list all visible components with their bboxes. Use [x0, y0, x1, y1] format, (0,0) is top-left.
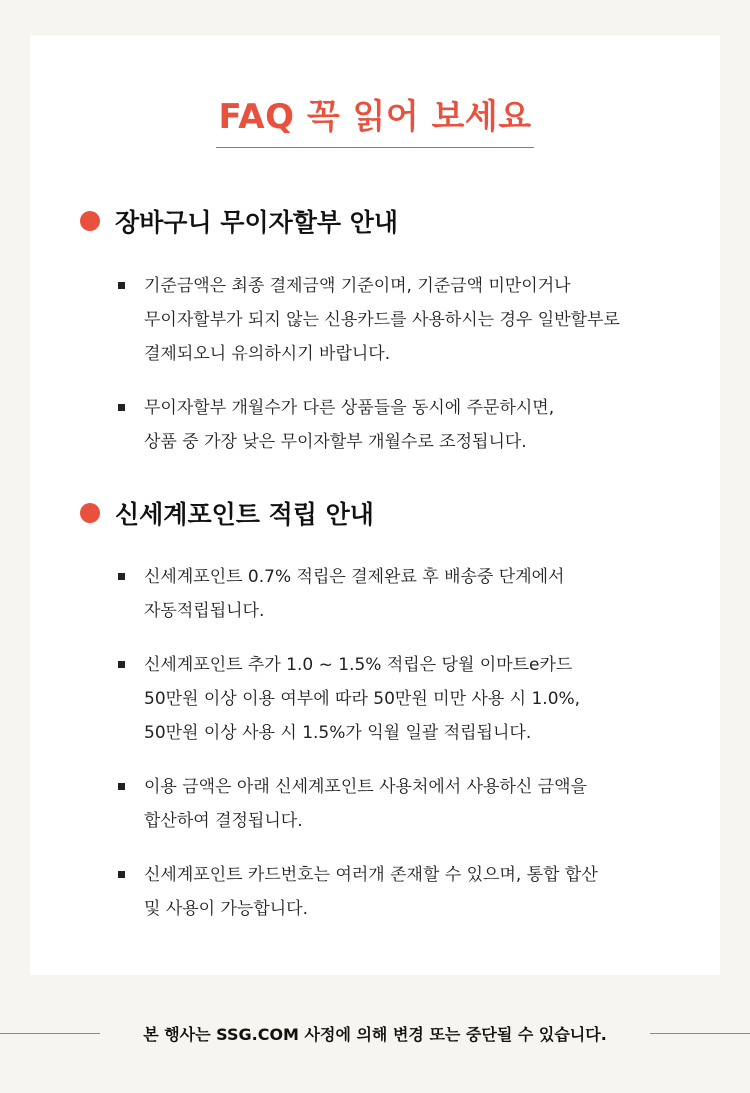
item-line: 결제되오니 유의하시기 바랍니다. [144, 344, 391, 364]
item-line: 신세계포인트 0.7% 적립은 결제완료 후 배송중 단계에서 [144, 567, 565, 587]
item-line: 50만원 이상 사용 시 1.5%가 익월 일괄 적립됩니다. [144, 723, 532, 743]
item-line: 합산하여 결정됩니다. [144, 811, 303, 831]
item-line: 기준금액은 최종 결제금액 기준이며, 기준금액 미만이거나 [144, 276, 571, 296]
item-line: 및 사용이 가능합니다. [144, 899, 309, 919]
item-line: 무이자할부가 되지 않는 신용카드를 사용하시는 경우 일반할부로 [144, 310, 620, 330]
list-item [80, 269, 720, 371]
item-line: 이용 금액은 아래 신세계포인트 사용처에서 사용하신 금액을 [144, 777, 587, 797]
section-installment [80, 203, 720, 459]
section-points [80, 495, 720, 926]
page-title: FAQ 꼭 읽어 보세요 [216, 95, 533, 148]
square-bullet-icon [118, 404, 125, 411]
divider [0, 1033, 100, 1034]
footer-text: 본 행사는 SSG.COM 사정에 의해 변경 또는 중단될 수 있습니다. [143, 1024, 607, 1044]
list-item [80, 560, 720, 628]
section-title: 장바구니 무이자할부 안내 [115, 208, 399, 237]
square-bullet-icon [118, 783, 125, 790]
list-item [80, 391, 720, 459]
item-line: 신세계포인트 카드번호는 여러개 존재할 수 있으며, 통합 합산 [144, 865, 598, 885]
section-header [80, 203, 720, 239]
item-list [80, 269, 720, 459]
item-line: 무이자할부 개월수가 다른 상품들을 동시에 주문하시면, [144, 398, 555, 418]
list-item [80, 770, 720, 838]
title-wrap [0, 95, 750, 148]
item-line: 상품 중 가장 낮은 무이자할부 개월수로 조정됩니다. [144, 432, 527, 452]
section-title: 신세계포인트 적립 안내 [115, 500, 374, 529]
square-bullet-icon [118, 661, 125, 668]
item-list [80, 560, 720, 926]
item-line: 50만원 이상 이용 여부에 따라 50만원 미만 사용 시 1.0%, [144, 689, 581, 709]
square-bullet-icon [118, 871, 125, 878]
list-item [80, 858, 720, 926]
bullet-dot-icon [80, 503, 100, 523]
list-item [80, 648, 720, 750]
square-bullet-icon [118, 282, 125, 289]
item-line: 자동적립됩니다. [144, 601, 265, 621]
item-line: 신세계포인트 추가 1.0 ~ 1.5% 적립은 당월 이마트e카드 [144, 655, 573, 675]
square-bullet-icon [118, 573, 125, 580]
divider [650, 1033, 750, 1034]
bullet-dot-icon [80, 211, 100, 231]
section-header [80, 495, 720, 531]
footer-notice [0, 1016, 750, 1050]
